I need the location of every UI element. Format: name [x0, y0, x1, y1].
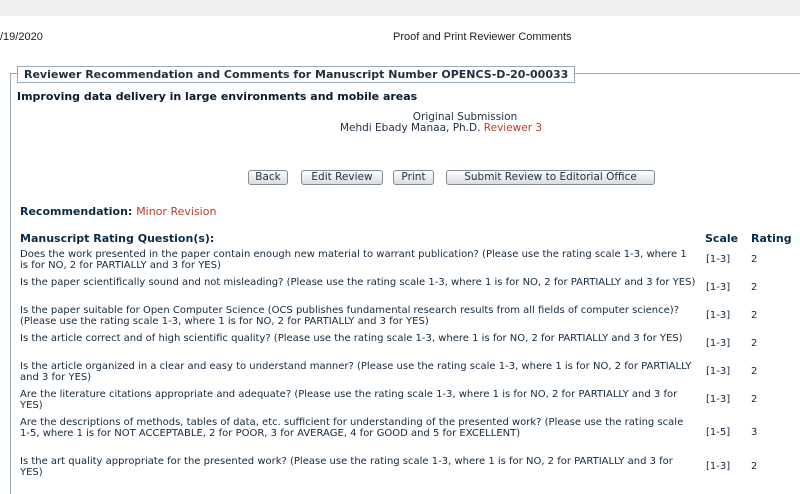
submission-type: Original Submission	[412, 111, 518, 123]
print-button[interactable]: Print	[393, 170, 434, 185]
print-date: /19/2020	[0, 31, 43, 43]
reviewer-role: Reviewer 3	[483, 122, 543, 134]
rating-header: Rating	[751, 232, 792, 245]
print-page-title: Proof and Print Reviewer Comments	[393, 31, 572, 43]
rating-question: Is the art quality appropriate for the presented work? (Please use the rating scale 1-3, where 1 is for NO, 2 for PARTIALLY and 3 for YES)	[20, 456, 673, 478]
rating-scale: [1-3]	[706, 282, 731, 293]
rating-question: Is the article correct and of high scientific quality? (Please use the rating scale 1-3, where 1 is for NO, 2 for PARTIALLY and 3 for YES)	[20, 333, 683, 344]
rating-question: Are the literature citations appropriate and adequate? (Please use the rating scale 1-3, where 1 is for NO, 2 for PARTIALLY and 3 for YES)	[20, 389, 678, 411]
recommendation	[20, 205, 216, 218]
browser-top-strip	[0, 0, 800, 16]
rating-scale: [1-3]	[706, 366, 731, 377]
rating-value: 2	[751, 338, 758, 349]
questions-header: Manuscript Rating Question(s):	[20, 232, 215, 245]
submit-review-button[interactable]: Submit Review to Editorial Office	[446, 170, 655, 185]
rating-value: 2	[751, 254, 758, 265]
rating-scale: [1-5]	[706, 427, 731, 438]
rating-scale: [1-3]	[706, 461, 731, 472]
rating-value: 2	[751, 461, 758, 472]
rating-question: Is the paper suitable for Open Computer Science (OCS publishes fundamental research results from all fields of computer science)? (Please use the rating scale 1-3, where 1 is for NO, 2 for PARTIALLY and 3 for YES)	[20, 305, 680, 327]
rating-value: 2	[751, 366, 758, 377]
rating-question: Is the paper scientifically sound and not misleading? (Please use the rating scale 1-3, where 1 is for NO, 2 for PARTIALLY and 3 for YES)	[20, 277, 696, 288]
rating-value: 3	[751, 427, 758, 438]
recommendation-value: Minor Revision	[136, 205, 217, 218]
back-button[interactable]: Back	[248, 170, 288, 185]
rating-scale: [1-3]	[706, 394, 731, 405]
panel-legend: Reviewer Recommendation and Comments for Manuscript Number OPENCS-D-20-00033	[17, 66, 575, 83]
rating-scale: [1-3]	[706, 254, 731, 265]
rating-question: Are the descriptions of methods, tables of data, etc. sufficient for understanding of the presented work? (Please use the rating scale 1-5, where 1 is for NOT ACCEPTABLE, 2 for POOR, 3 for AVERAGE, 4 for GOOD and 5 for EXCELLENT)	[20, 417, 684, 439]
reviewer-info	[0, 122, 800, 134]
recommendation-label: Recommendation:	[20, 205, 133, 218]
rating-value: 2	[751, 310, 758, 321]
manuscript-title: Improving data delivery in large environments and mobile areas	[17, 90, 418, 103]
rating-value: 2	[751, 394, 758, 405]
rating-scale: [1-3]	[706, 338, 731, 349]
scale-header: Scale	[705, 232, 739, 245]
reviewer-name: Mehdi Ebady Manaa, Ph.D.	[339, 122, 481, 134]
rating-question: Is the article organized in a clear and easy to understand manner? (Please use the rating scale 1-3, where 1 is for NO, 2 for PARTIALLY and 3 for YES)	[20, 361, 692, 383]
rating-value: 2	[751, 282, 758, 293]
rating-scale: [1-3]	[706, 310, 731, 321]
rating-question: Does the work presented in the paper contain enough new material to warrant publication? (Please use the rating scale 1-3, where 1 is for NO, 2 for PARTIALLY and 3 for YES)	[20, 249, 687, 271]
edit-review-button[interactable]: Edit Review	[301, 170, 383, 185]
